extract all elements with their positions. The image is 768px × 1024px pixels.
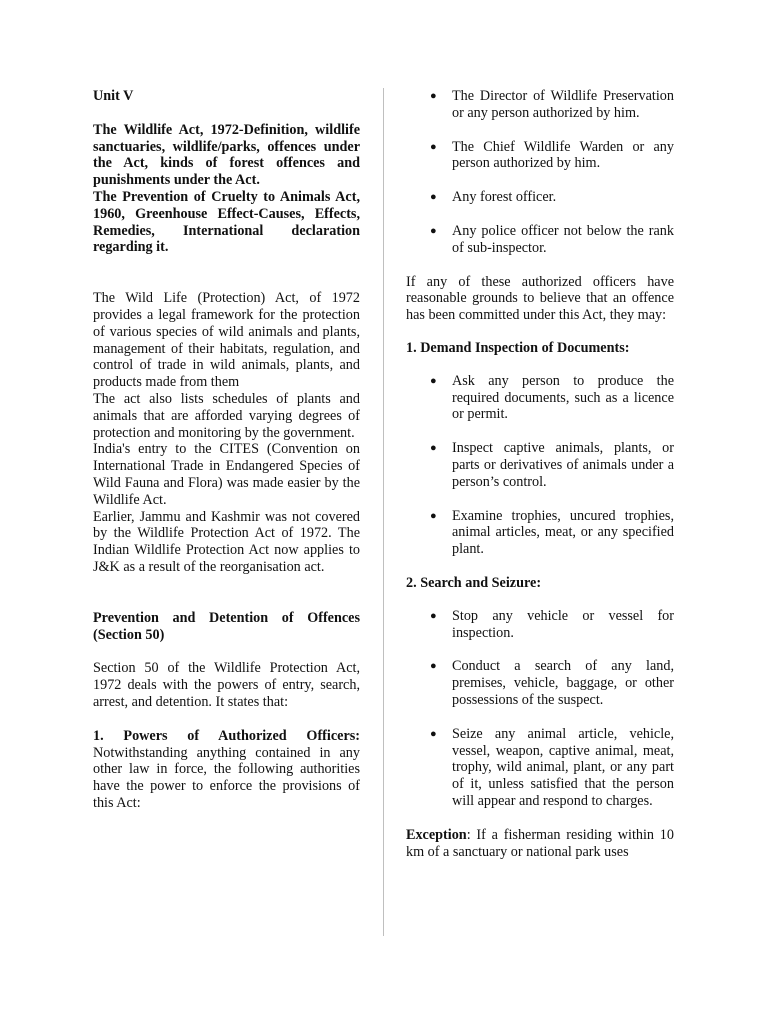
exception-label: Exception (406, 826, 467, 843)
section-50-intro: Section 50 of the Wildlife Protection Act, 1972 deals with the powers of entry, search, arrest, and detention. It states that: (93, 660, 360, 710)
right-column (406, 88, 674, 860)
search-seizure-title: 2. Search and Seizure: (406, 574, 542, 591)
list-item: ● Ask any person to produce the required documents, such as a licence or permit. (406, 373, 674, 423)
grounds-paragraph: If any of these authorized officers have reasonable grounds to believe that an offence has been committed under this Act, they may: (406, 273, 674, 324)
list-item: ● Examine trophies, uncured trophies, animal articles, meat, or any specified plant. (406, 508, 674, 558)
unit-heading-1: The Wildlife Act, 1972-Definition, wildlife sanctuaries, wildlife/parks, offences under the Act, kinds of forest offences and punishments under the Act. (93, 121, 360, 189)
powers-text: Notwithstanding anything contained in any other law in force, the following authorities have the power to enforce the provisions of this Act: (93, 744, 360, 811)
list-item: ● Any forest officer. (406, 189, 674, 206)
intro-paragraph-1: The Wild Life (Protection) Act, of 1972 provides a legal framework for the protection of various species of wild animals and plants, management of their habitats, regulation, and control of trade in wild animals, plants, and products made from them (93, 290, 360, 391)
list-item: ● Conduct a search of any land, premises, vehicle, baggage, or other possessions of the suspect. (406, 658, 674, 708)
list-item: ● The Director of Wildlife Preservation or any person authorized by him. (406, 88, 674, 122)
powers-paragraph (93, 728, 360, 812)
intro-paragraph-4: Earlier, Jammu and Kashmir was not covered by the Wildlife Protection Act of 1972. The Indian Wildlife Protection Act now applies to J&K as a result of the reorganisation act. (93, 508, 360, 575)
list-item: ● Stop any vehicle or vessel for inspection. (406, 608, 674, 642)
exception-paragraph (406, 827, 674, 861)
exception-text: : If a fisherman residing within 10 km of a sanctuary or national park uses (406, 826, 674, 860)
intro-paragraph-2: The act also lists schedules of plants and animals that are afforded varying degrees of protection and monitoring by the government. (93, 390, 360, 441)
list-item: ● Seize any animal article, vehicle, vessel, weapon, captive animal, meat, trophy, wild animal, plant, or any part of it, unless satisfied that the person will appear and respond to charges. (406, 726, 674, 810)
officers-list (406, 88, 674, 257)
demand-inspection-title: 1. Demand Inspection of Documents: (406, 339, 630, 356)
unit-heading-2: The Prevention of Cruelty to Animals Act, 1960, Greenhouse Effect-Causes, Effects, Remedies, International declaration regarding it. (93, 188, 360, 256)
list-item: ● Any police officer not below the rank of sub-inspector. (406, 223, 674, 257)
unit-title: Unit V (93, 88, 134, 104)
list-item: ● The Chief Wildlife Warden or any person authorized by him. (406, 139, 674, 173)
list-item: ● Inspect captive animals, plants, or parts or derivatives of animals under a person’s control. (406, 440, 674, 490)
section-50-title: Prevention and Detention of Offences (Section 50) (93, 609, 360, 643)
demand-list (406, 373, 674, 558)
search-list (406, 608, 674, 810)
intro-paragraph-3: India's entry to the CITES (Convention on International Trade in Endangered Species of Wild Fauna and Flora) was made easier by the Wildlife Act. (93, 441, 360, 508)
column-divider (383, 88, 384, 936)
left-column (93, 88, 360, 812)
powers-title: 1. Powers of Authorized Officers: (93, 727, 360, 744)
